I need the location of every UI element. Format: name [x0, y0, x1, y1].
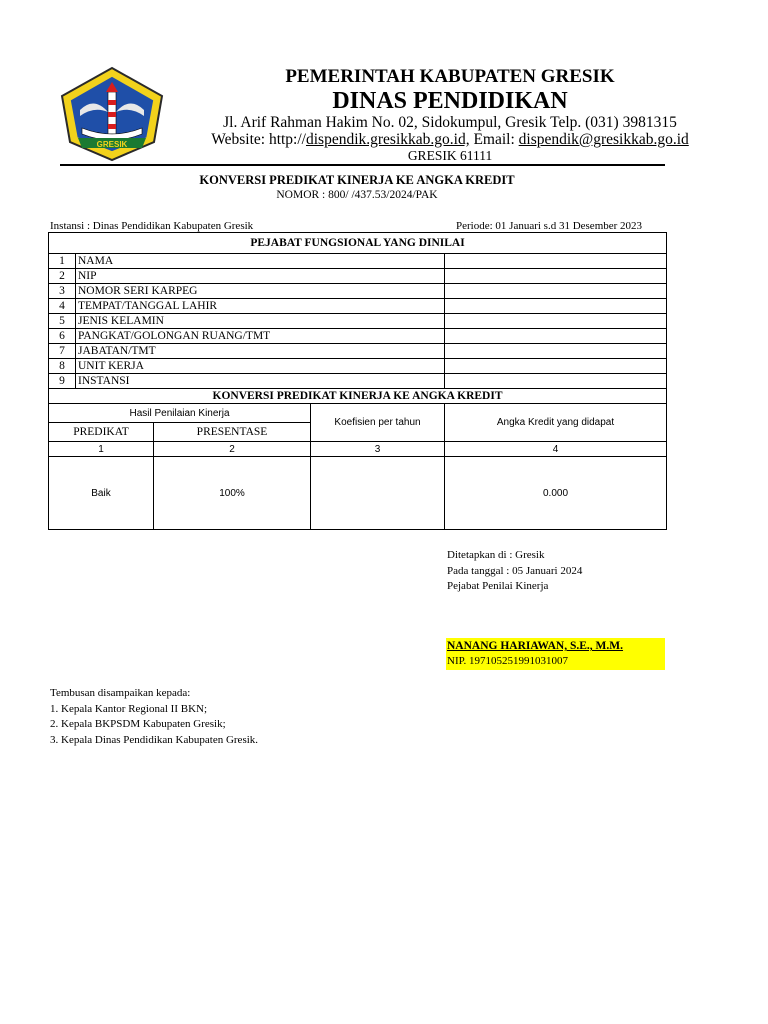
row-value [445, 269, 667, 284]
email-link[interactable]: dispendik@gresikkab.go.id [518, 131, 689, 148]
officer-row [49, 329, 667, 344]
officer-section-header: PEJABAT FUNGSIONAL YANG DINILAI [49, 233, 667, 254]
row-label: NOMOR SERI KARPEG [76, 284, 445, 299]
instansi-label: Instansi : Dinas Pendidikan Kabupaten Gresik [50, 220, 254, 232]
column-number: 1 [49, 442, 154, 457]
officer-row [49, 269, 667, 284]
document-number: NOMOR : 800/ /437.53/2024/PAK [276, 189, 438, 201]
row-value [445, 299, 667, 314]
row-label: NAMA [76, 254, 445, 269]
officer-row [49, 284, 667, 299]
row-number: 7 [49, 344, 76, 359]
row-number: 5 [49, 314, 76, 329]
column-number: 2 [154, 442, 311, 457]
officer-row [49, 314, 667, 329]
row-value [445, 284, 667, 299]
hasil-header: Hasil Penilaian Kinerja [49, 404, 311, 423]
row-value [445, 344, 667, 359]
letterhead-contact [176, 131, 724, 149]
row-label: NIP [76, 269, 445, 284]
ditetapkan-di: Ditetapkan di : Gresik [447, 549, 545, 561]
koefisien-value [311, 457, 445, 530]
row-number: 3 [49, 284, 76, 299]
row-number: 8 [49, 359, 76, 374]
predikat-header: PREDIKAT [49, 423, 154, 442]
conversion-section-header: KONVERSI PREDIKAT KINERJA KE ANGKA KREDIT [49, 389, 667, 404]
pejabat-penilai-label: Pejabat Penilai Kinerja [447, 580, 549, 592]
row-value [445, 359, 667, 374]
gresik-regency-emblem-icon [58, 66, 166, 162]
row-label: PANGKAT/GOLONGAN RUANG/TMT [76, 329, 445, 344]
tembusan-item: 3. Kepala Dinas Pendidikan Kabupaten Gresik. [50, 734, 259, 746]
presentase-header: PRESENTASE [154, 423, 311, 442]
periode-label: Periode: 01 Januari s.d 31 Desember 2023 [456, 220, 643, 232]
officer-row [49, 254, 667, 269]
row-label: JENIS KELAMIN [76, 314, 445, 329]
column-number: 4 [445, 442, 667, 457]
letterhead-government: PEMERINTAH KABUPATEN GRESIK [285, 66, 615, 87]
row-label: TEMPAT/TANGGAL LAHIR [76, 299, 445, 314]
angka-kredit-value: 0.000 [445, 457, 667, 530]
row-label: JABATAN/TMT [76, 344, 445, 359]
row-number: 2 [49, 269, 76, 284]
signatory-nip: NIP. 197105251991031007 [447, 655, 569, 667]
row-number: 9 [49, 374, 76, 389]
row-number: 1 [49, 254, 76, 269]
email-label: Email: [469, 131, 519, 148]
row-label: UNIT KERJA [76, 359, 445, 374]
column-number: 3 [311, 442, 445, 457]
logo-text: GRESIK [96, 140, 128, 149]
letterhead-postal: GRESIK 61111 [407, 148, 493, 163]
tembusan-title: Tembusan disampaikan kepada: [50, 687, 191, 699]
row-value [445, 254, 667, 269]
predikat-value: Baik [49, 457, 154, 530]
letterhead-divider [60, 164, 665, 166]
row-value [445, 329, 667, 344]
angka-kredit-header: Angka Kredit yang didapat [445, 404, 667, 442]
document-title: KONVERSI PREDIKAT KINERJA KE ANGKA KREDIT [199, 173, 515, 187]
officer-row [49, 299, 667, 314]
website-link[interactable]: dispendik.gresikkab.go.id, [305, 131, 470, 148]
officer-row [49, 359, 667, 374]
row-value [445, 374, 667, 389]
letterhead-address: Jl. Arif Rahman Hakim No. 02, Sidokumpul, Gresik Telp. (031) 3981315 [223, 114, 677, 131]
row-number: 4 [49, 299, 76, 314]
officer-row [49, 374, 667, 389]
letterhead-department: DINAS PENDIDIKAN [332, 88, 568, 114]
row-number: 6 [49, 329, 76, 344]
row-label: INSTANSI [76, 374, 445, 389]
signatory-name: NANANG HARIAWAN, S.E., M.M. [447, 640, 624, 652]
koefisien-header: Koefisien per tahun [311, 404, 445, 442]
pada-tanggal: Pada tanggal : 05 Januari 2024 [447, 565, 583, 577]
tembusan-item: 2. Kepala BKPSDM Kabupaten Gresik; [50, 718, 226, 730]
tembusan-item: 1. Kepala Kantor Regional II BKN; [50, 703, 208, 715]
website-label: Website: http:// [211, 131, 306, 148]
presentase-value: 100% [154, 457, 311, 530]
row-value [445, 314, 667, 329]
officer-row [49, 344, 667, 359]
assessment-table [48, 232, 667, 530]
